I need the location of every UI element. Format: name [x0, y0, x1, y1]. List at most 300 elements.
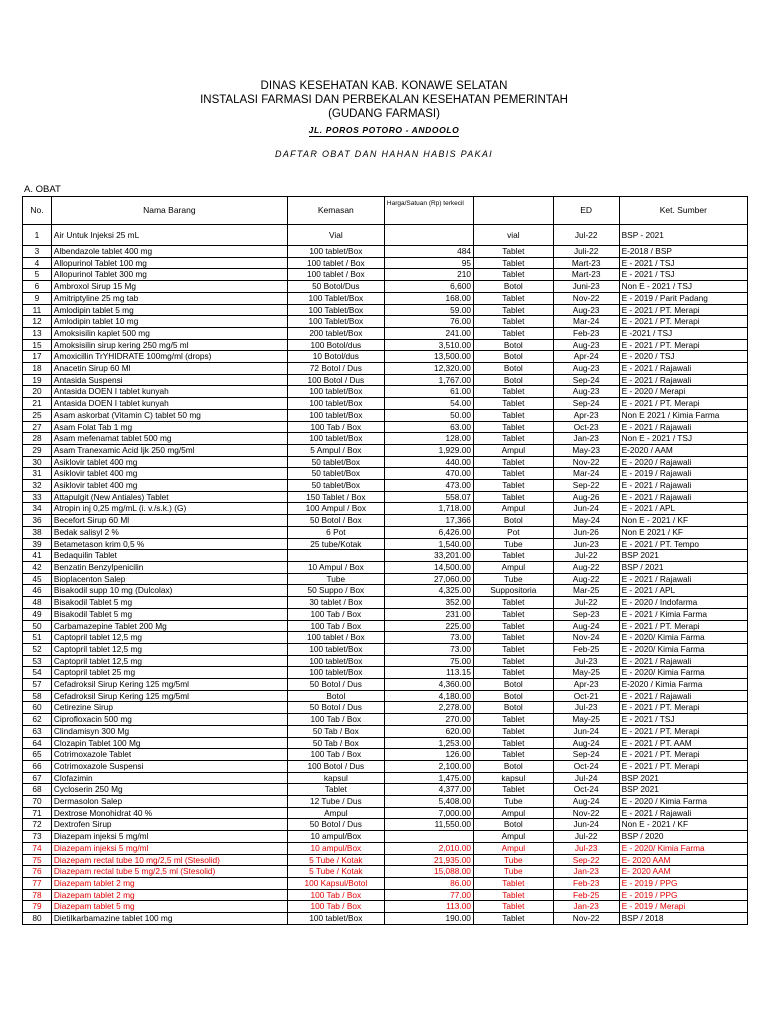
table-row — [23, 831, 748, 843]
cell-unit: Tablet — [473, 292, 553, 304]
cell-no: 67 — [23, 772, 52, 784]
cell-no: 18 — [23, 363, 52, 375]
cell-name: Clozapin Tablet 100 Mg — [51, 737, 287, 749]
cell-unit: vial — [473, 225, 553, 246]
document-title: DAFTAR OBAT DAN HAHAN HABIS PAKAI — [275, 149, 493, 159]
cell-source: E - 2020 / Indofarma — [619, 597, 747, 609]
cell-ed: Aug-24 — [553, 796, 619, 808]
cell-package: Ampul — [287, 807, 384, 819]
cell-price: 4,180.00 — [384, 690, 473, 702]
cell-no: 65 — [23, 749, 52, 761]
cell-price: 6,600 — [384, 281, 473, 293]
cell-price: 75.00 — [384, 655, 473, 667]
cell-unit: Tablet — [473, 784, 553, 796]
table-row — [23, 269, 748, 281]
cell-source: E - 2020 / TSJ — [619, 351, 747, 363]
table-row — [23, 491, 748, 503]
cell-package: 100 tablet / Box — [287, 257, 384, 269]
cell-source: E - 2021 / TSJ — [619, 269, 747, 281]
cell-no: 78 — [23, 889, 52, 901]
cell-unit: Tablet — [473, 398, 553, 410]
cell-price: 168.00 — [384, 292, 473, 304]
cell-no: 50 — [23, 620, 52, 632]
cell-source: BSP - 2021 — [619, 225, 747, 246]
table-row — [23, 702, 748, 714]
cell-price: 50.00 — [384, 409, 473, 421]
cell-price: 470.00 — [384, 468, 473, 480]
cell-no: 79 — [23, 901, 52, 913]
cell-no: 38 — [23, 526, 52, 538]
cell-price: 54.00 — [384, 398, 473, 410]
cell-package: 100 Tab / Box — [287, 421, 384, 433]
cell-package: 100 tablet/Box — [287, 398, 384, 410]
cell-ed: Sep-24 — [553, 749, 619, 761]
cell-source: E-2018 / BSP — [619, 246, 747, 258]
cell-unit: Tablet — [473, 913, 553, 925]
cell-name: Diazepam tablet 2 mg — [51, 889, 287, 901]
cell-no: 51 — [23, 632, 52, 644]
cell-source: Non E 2021 / KF — [619, 526, 747, 538]
cell-package: 10 Ampul / Box — [287, 561, 384, 573]
table-row — [23, 889, 748, 901]
cell-price: 4,377.00 — [384, 784, 473, 796]
cell-name: Diazepam rectal tube 5 mg/2,5 ml (Stesolid) — [51, 866, 287, 878]
cell-unit: Tablet — [473, 327, 553, 339]
cell-no: 52 — [23, 643, 52, 655]
cell-name: Diazepam injeksi 5 mg/ml — [51, 842, 287, 854]
cell-price: 1,718.00 — [384, 503, 473, 515]
address-text: JL. POROS POTORO - ANDOOLO — [308, 125, 460, 135]
cell-unit: Ampul — [473, 503, 553, 515]
cell-price: 11,550.00 — [384, 819, 473, 831]
table-row — [23, 655, 748, 667]
cell-price: 1,767.00 — [384, 374, 473, 386]
cell-source: E - 2019 / Parit Padang — [619, 292, 747, 304]
cell-source: Non E - 2021 / TSJ — [619, 433, 747, 445]
cell-no: 57 — [23, 679, 52, 691]
cell-name: Allopurinol Tablet 100 mg — [51, 257, 287, 269]
cell-name: Asam mefenamat tablet 500 mg — [51, 433, 287, 445]
cell-price: 225.00 — [384, 620, 473, 632]
institution-name: INSTALASI FARMASI DAN PERBEKALAN KESEHATAN PEMERINTAH — [200, 94, 568, 106]
cell-unit: Tablet — [473, 246, 553, 258]
cell-source: E - 2021 / PT. Tempo — [619, 538, 747, 550]
cell-unit: Tablet — [473, 550, 553, 562]
cell-package: 5 Tube / Kotak — [287, 866, 384, 878]
cell-source: Non E - 2021 / TSJ — [619, 281, 747, 293]
cell-price: 558.07 — [384, 491, 473, 503]
cell-no: 54 — [23, 667, 52, 679]
cell-unit: Botol — [473, 819, 553, 831]
cell-source: E - 2021 / Rajawali — [619, 807, 747, 819]
cell-source: Non E 2021 / Kimia Farma — [619, 409, 747, 421]
cell-name: Antasida DOEN I tablet kunyah — [51, 386, 287, 398]
cell-source: E - 2021 / PT. Merapi — [619, 304, 747, 316]
cell-name: Amlodipin tablet 5 mg — [51, 304, 287, 316]
cell-unit: Botol — [473, 690, 553, 702]
cell-name: Bisakodil supp 10 mg (Dulcolax) — [51, 585, 287, 597]
cell-name: Bedak salisyl 2 % — [51, 526, 287, 538]
cell-no: 62 — [23, 714, 52, 726]
col-no-header: No. — [23, 197, 52, 225]
cell-name: Diazepam injeksi 5 mg/ml — [51, 831, 287, 843]
cell-no: 48 — [23, 597, 52, 609]
cell-ed: Sep-24 — [553, 398, 619, 410]
cell-package: 50 Botol / Dus — [287, 679, 384, 691]
cell-name: Ciprofloxacin 500 mg — [51, 714, 287, 726]
table-row — [23, 351, 748, 363]
cell-package: 200 tablet/Box — [287, 327, 384, 339]
table-row — [23, 327, 748, 339]
cell-price: 59.00 — [384, 304, 473, 316]
cell-unit: Tablet — [473, 456, 553, 468]
cell-source: BSP / 2018 — [619, 913, 747, 925]
cell-no: 58 — [23, 690, 52, 702]
cell-ed: Jun-24 — [553, 725, 619, 737]
cell-package: 50 Botol / Box — [287, 515, 384, 527]
cell-source: E - 2021 / Rajawali — [619, 421, 747, 433]
col-unit-header — [473, 197, 553, 225]
cell-package: Tablet — [287, 784, 384, 796]
cell-price: 76.00 — [384, 316, 473, 328]
cell-name: Captopril tablet 25 mg — [51, 667, 287, 679]
table-row — [23, 772, 748, 784]
cell-source: E - 2019 / PPG — [619, 889, 747, 901]
cell-package: 10 ampul/Box — [287, 842, 384, 854]
table-row — [23, 456, 748, 468]
cell-source: BSP / 2020 — [619, 831, 747, 843]
cell-price: 13,500.00 — [384, 351, 473, 363]
cell-unit: Botol — [473, 679, 553, 691]
cell-source: E - 2021 / PT. Merapi — [619, 749, 747, 761]
cell-name: Ambroxol Sirup 15 Mg — [51, 281, 287, 293]
cell-ed: Aug-23 — [553, 386, 619, 398]
cell-ed: Juni-23 — [553, 281, 619, 293]
cell-no: 13 — [23, 327, 52, 339]
cell-unit: Tablet — [473, 655, 553, 667]
cell-source: E - 2021 / APL — [619, 503, 747, 515]
cell-package: 100 tablet/Box — [287, 246, 384, 258]
cell-package: Botol — [287, 690, 384, 702]
cell-price: 128.00 — [384, 433, 473, 445]
table-row — [23, 620, 748, 632]
cell-unit: Tablet — [473, 643, 553, 655]
table-row — [23, 304, 748, 316]
cell-ed: Aug-24 — [553, 620, 619, 632]
cell-no: 33 — [23, 491, 52, 503]
cell-no: 19 — [23, 374, 52, 386]
cell-ed: Jul-23 — [553, 702, 619, 714]
cell-name: Cotrimoxazole Suspensi — [51, 760, 287, 772]
cell-no: 29 — [23, 444, 52, 456]
table-row — [23, 292, 748, 304]
cell-source: E - 2020/ Kimia Farma — [619, 667, 747, 679]
cell-price: 27,060.00 — [384, 573, 473, 585]
cell-no: 68 — [23, 784, 52, 796]
cell-package: 100 Botol / Dus — [287, 374, 384, 386]
cell-unit: Tablet — [473, 316, 553, 328]
cell-unit: Tablet — [473, 737, 553, 749]
section-label: A. OBAT — [24, 184, 61, 195]
cell-unit: Tablet — [473, 714, 553, 726]
cell-unit: Tablet — [473, 877, 553, 889]
cell-package: 50 Tab / Box — [287, 725, 384, 737]
cell-unit: Tube — [473, 854, 553, 866]
cell-ed: May-25 — [553, 714, 619, 726]
cell-source: BSP / 2021 — [619, 561, 747, 573]
cell-package: 100 tablet/Box — [287, 409, 384, 421]
cell-source: E - 2021 / PT. Merapi — [619, 725, 747, 737]
col-package-header: Kemasan — [287, 197, 384, 225]
cell-unit: kapsul — [473, 772, 553, 784]
cell-unit: Pot — [473, 526, 553, 538]
address — [0, 125, 768, 135]
cell-ed: Jun-24 — [553, 503, 619, 515]
cell-ed: Jun-26 — [553, 526, 619, 538]
table-row — [23, 316, 748, 328]
table-row — [23, 550, 748, 562]
cell-name: Cycloserin 250 Mg — [51, 784, 287, 796]
table-row — [23, 796, 748, 808]
cell-ed: May-25 — [553, 667, 619, 679]
table-row — [23, 749, 748, 761]
cell-unit: Ampul — [473, 831, 553, 843]
cell-source: E - 2021 / TSJ — [619, 257, 747, 269]
cell-ed: Nov-24 — [553, 632, 619, 644]
cell-source: BSP 2021 — [619, 784, 747, 796]
cell-name: Clofazimin — [51, 772, 287, 784]
cell-source: E - 2021 / PT. Merapi — [619, 398, 747, 410]
cell-package: 100 Tablet/Box — [287, 316, 384, 328]
cell-no: 45 — [23, 573, 52, 585]
cell-price: 2,100.00 — [384, 760, 473, 772]
cell-unit: Tube — [473, 866, 553, 878]
cell-name: Benzatin Benzylpenicilin — [51, 561, 287, 573]
col-source-header: Ket. Sumber — [619, 197, 747, 225]
cell-price: 190.00 — [384, 913, 473, 925]
cell-name: Amoksisilin sirup kering 250 mg/5 ml — [51, 339, 287, 351]
table-row — [23, 433, 748, 445]
cell-price: 484 — [384, 246, 473, 258]
table-row — [23, 398, 748, 410]
cell-source: E - 2021 / Rajawali — [619, 374, 747, 386]
cell-name: Amoksisilin kaplet 500 mg — [51, 327, 287, 339]
cell-no: 31 — [23, 468, 52, 480]
table-row — [23, 643, 748, 655]
cell-name: Cetirezine Sirup — [51, 702, 287, 714]
cell-ed: Jul-23 — [553, 842, 619, 854]
cell-ed: Feb-25 — [553, 889, 619, 901]
cell-unit: Tablet — [473, 468, 553, 480]
table-row — [23, 901, 748, 913]
cell-unit: Tablet — [473, 667, 553, 679]
cell-name: Bisakodil Tablet 5 mg — [51, 608, 287, 620]
cell-ed: Aug-22 — [553, 573, 619, 585]
cell-source: E-2020 / Kimia Farma — [619, 679, 747, 691]
cell-no: 64 — [23, 737, 52, 749]
table-row — [23, 725, 748, 737]
cell-no: 42 — [23, 561, 52, 573]
table-row — [23, 842, 748, 854]
cell-name: Bisakodil Tablet 5 mg — [51, 597, 287, 609]
cell-unit: Ampul — [473, 444, 553, 456]
cell-unit: Botol — [473, 760, 553, 772]
table-body — [23, 225, 748, 925]
cell-no: 41 — [23, 550, 52, 562]
cell-no: 30 — [23, 456, 52, 468]
cell-no: 72 — [23, 819, 52, 831]
cell-ed: Nov-22 — [553, 807, 619, 819]
cell-no: 28 — [23, 433, 52, 445]
cell-price: 77.00 — [384, 889, 473, 901]
cell-name: Diazepam tablet 2 mg — [51, 877, 287, 889]
cell-package: 100 tablet/Box — [287, 433, 384, 445]
cell-ed: Mart-23 — [553, 269, 619, 281]
cell-name: Amoxicillin TrYHIDRATE 100mg/ml (drops) — [51, 351, 287, 363]
cell-no: 49 — [23, 608, 52, 620]
table-row — [23, 480, 748, 492]
cell-price: 620.00 — [384, 725, 473, 737]
cell-unit: Ampul — [473, 561, 553, 573]
cell-source: E - 2019 / Rajawali — [619, 468, 747, 480]
cell-price: 63.00 — [384, 421, 473, 433]
cell-price: 210 — [384, 269, 473, 281]
cell-name: Betametason krim 0,5 % — [51, 538, 287, 550]
table-row — [23, 632, 748, 644]
cell-package: 5 Ampul / Box — [287, 444, 384, 456]
cell-source: E- 2020 AAM — [619, 854, 747, 866]
cell-package: 72 Botol / Dus — [287, 363, 384, 375]
cell-package: 12 Tube / Dus — [287, 796, 384, 808]
cell-package: 100 Botol / Dus — [287, 760, 384, 772]
table-row — [23, 597, 748, 609]
cell-unit: Tablet — [473, 269, 553, 281]
cell-unit: Tablet — [473, 632, 553, 644]
cell-price: 440.00 — [384, 456, 473, 468]
cell-ed: Apr-24 — [553, 351, 619, 363]
table-row — [23, 339, 748, 351]
cell-unit: Ampul — [473, 842, 553, 854]
table-row — [23, 374, 748, 386]
cell-name: Cefadroksil Sirup Kering 125 mg/5ml — [51, 679, 287, 691]
cell-name: Cotrimoxazole Tablet — [51, 749, 287, 761]
cell-package: 100 Tab / Box — [287, 620, 384, 632]
cell-no: 36 — [23, 515, 52, 527]
cell-price: 473.00 — [384, 480, 473, 492]
cell-ed: Sep-23 — [553, 608, 619, 620]
cell-source: E -2021 / TSJ — [619, 327, 747, 339]
warehouse-name: (GUDANG FARMASI) — [328, 108, 440, 120]
cell-no: 70 — [23, 796, 52, 808]
table-row — [23, 538, 748, 550]
table-row — [23, 667, 748, 679]
cell-ed: Jun-24 — [553, 819, 619, 831]
cell-name: Carbamazepine Tablet 200 Mg — [51, 620, 287, 632]
cell-ed: Jul-23 — [553, 655, 619, 667]
cell-ed: Mart-23 — [553, 257, 619, 269]
table-row — [23, 573, 748, 585]
cell-source: E - 2021 / Kimia Farma — [619, 608, 747, 620]
cell-name: Bedaquilin Tablet — [51, 550, 287, 562]
cell-ed: Nov-22 — [553, 456, 619, 468]
cell-name: Captopril tablet 12,5 mg — [51, 655, 287, 667]
table-row — [23, 225, 748, 246]
cell-ed: Jul-22 — [553, 597, 619, 609]
cell-price: 113.00 — [384, 901, 473, 913]
table-row — [23, 526, 748, 538]
table-row — [23, 866, 748, 878]
cell-unit: Botol — [473, 363, 553, 375]
cell-no: 15 — [23, 339, 52, 351]
cell-name: Cefadroksil Sirup Kering 125 mg/5ml — [51, 690, 287, 702]
cell-name: Amlodipin tablet 10 mg — [51, 316, 287, 328]
cell-source: E - 2021 / PT. Merapi — [619, 702, 747, 714]
cell-ed: Aug-23 — [553, 304, 619, 316]
cell-price: 95 — [384, 257, 473, 269]
cell-source: E - 2021 / Rajawali — [619, 480, 747, 492]
cell-package: 50 tablet/Box — [287, 480, 384, 492]
col-ed-header: ED — [553, 197, 619, 225]
cell-price — [384, 225, 473, 246]
cell-source: E - 2020 / Merapi — [619, 386, 747, 398]
cell-package: 50 tablet/Box — [287, 468, 384, 480]
cell-package: 100 Tab / Box — [287, 901, 384, 913]
cell-unit: Suppositoria — [473, 585, 553, 597]
cell-package: 100 tablet/Box — [287, 643, 384, 655]
cell-ed: Aug-23 — [553, 363, 619, 375]
table-row — [23, 807, 748, 819]
cell-package: 100 tablet/Box — [287, 667, 384, 679]
cell-package: Tube — [287, 573, 384, 585]
cell-ed: Jan-23 — [553, 901, 619, 913]
cell-name: Asiklovir tablet 400 mg — [51, 480, 287, 492]
cell-price: 12,320.00 — [384, 363, 473, 375]
cell-ed: Oct-24 — [553, 760, 619, 772]
cell-package: 50 Suppo / Box — [287, 585, 384, 597]
cell-source: BSP 2021 — [619, 772, 747, 784]
cell-source: Non E - 2021 / KF — [619, 515, 747, 527]
cell-package: 100 Tab / Box — [287, 608, 384, 620]
cell-unit: Tablet — [473, 901, 553, 913]
cell-price: 5,408.00 — [384, 796, 473, 808]
cell-source: E - 2019 / Merapi — [619, 901, 747, 913]
cell-ed: Jun-23 — [553, 538, 619, 550]
cell-ed: Apr-23 — [553, 409, 619, 421]
table-row — [23, 585, 748, 597]
cell-ed: Sep-22 — [553, 854, 619, 866]
cell-name: Amitriptyline 25 mg tab — [51, 292, 287, 304]
cell-unit: Tablet — [473, 304, 553, 316]
cell-package: 100 tablet/Box — [287, 655, 384, 667]
cell-name: Anacetin Sirup 60 Ml — [51, 363, 287, 375]
cell-no: 46 — [23, 585, 52, 597]
cell-name: Becefort Sirup 60 Ml — [51, 515, 287, 527]
cell-source: E - 2020 / Rajawali — [619, 456, 747, 468]
cell-unit: Tablet — [473, 386, 553, 398]
cell-package: 10 Botol/dus — [287, 351, 384, 363]
cell-source: E - 2021 / PT. Merapi — [619, 620, 747, 632]
cell-package: 100 Tab / Box — [287, 749, 384, 761]
cell-source: E - 2021 / PT. Merapi — [619, 760, 747, 772]
cell-price: 21,935.00 — [384, 854, 473, 866]
cell-ed: Jul-22 — [553, 225, 619, 246]
cell-package: 100 Tab / Box — [287, 714, 384, 726]
cell-source: E- 2020 AAM — [619, 866, 747, 878]
cell-price: 1,475.00 — [384, 772, 473, 784]
cell-price: 7,000.00 — [384, 807, 473, 819]
cell-package — [287, 550, 384, 562]
cell-price: 15,088.00 — [384, 866, 473, 878]
